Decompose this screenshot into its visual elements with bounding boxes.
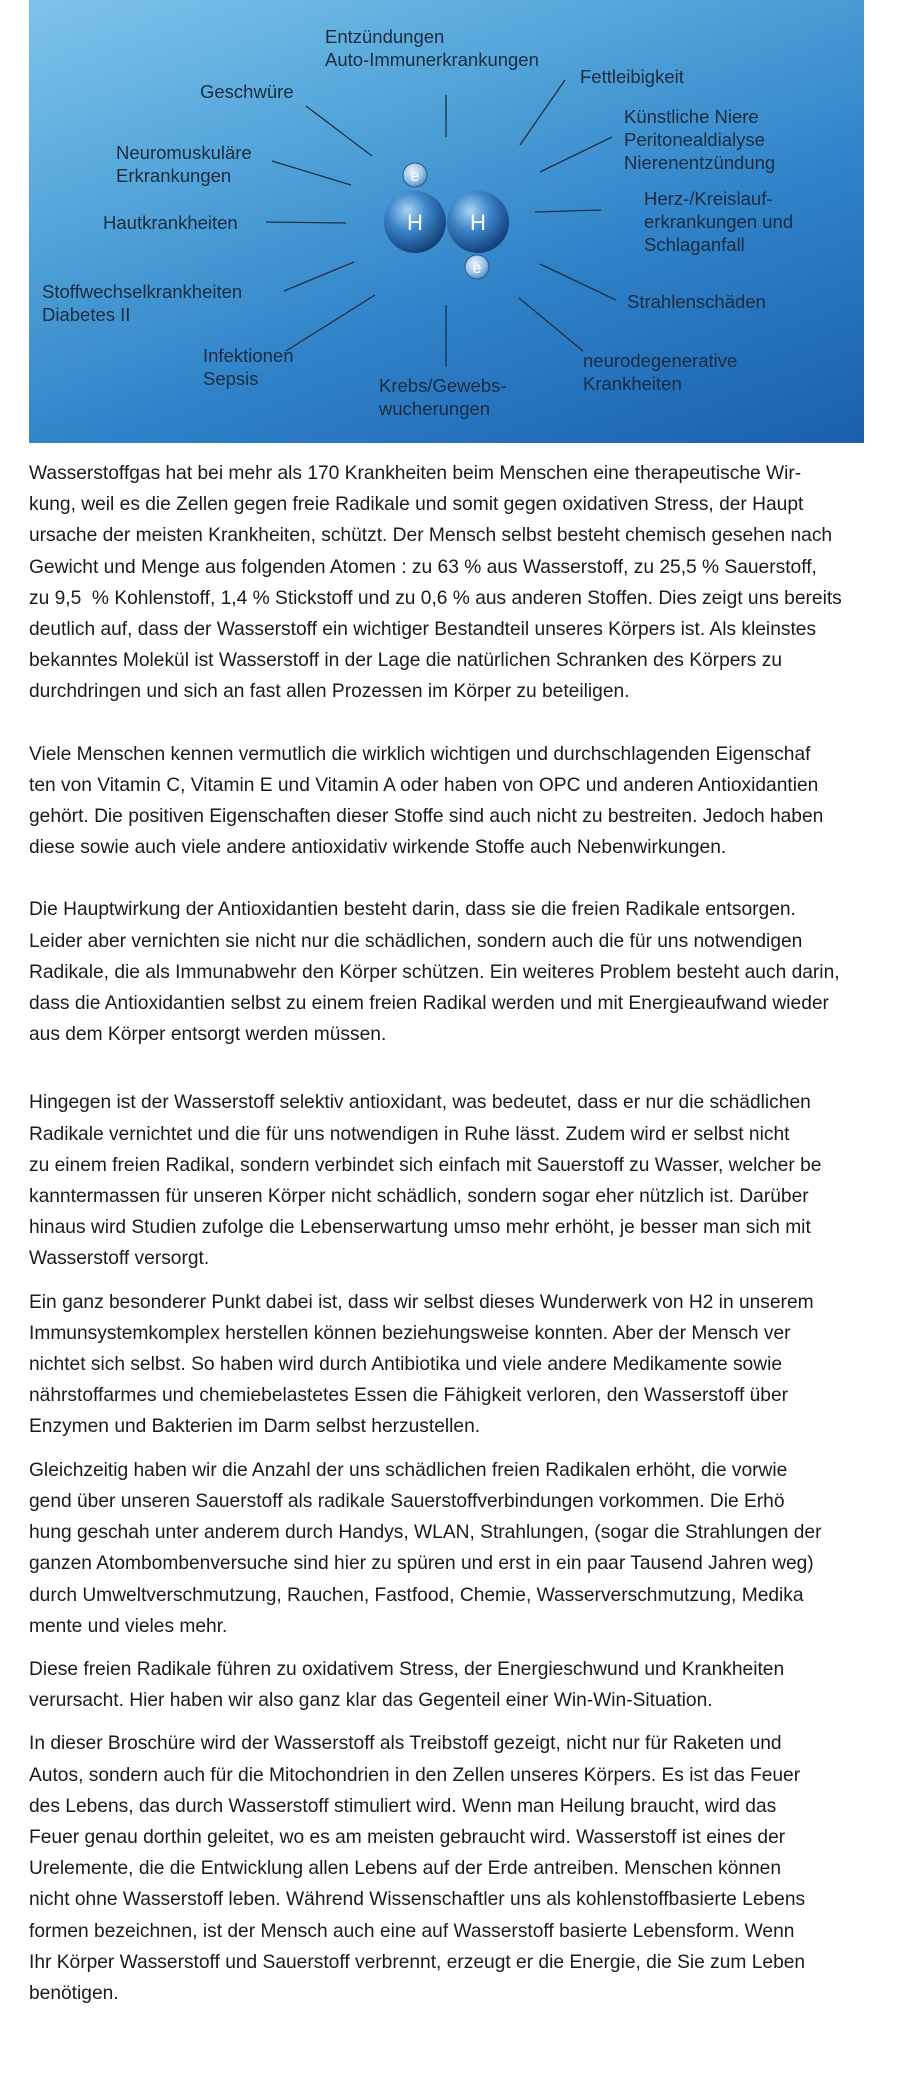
label-stoffwechsel: Stoffwechselkrankheiten Diabetes II xyxy=(42,281,243,325)
text-line: Urelemente, die die Entwicklung allen Lebens auf der Erde antreiben. Menschen können xyxy=(29,1858,781,1880)
text-line: ganzen Atombombenversuche sind hier zu spüren und erst in ein paar Tausend Jahren weg) xyxy=(29,1553,814,1575)
label-strahlenschaeden: Strahlenschäden xyxy=(627,291,766,312)
text-line: gend über unseren Sauerstoff als radikale Sauerstoffverbindungen vorkommen. Die Erhö xyxy=(29,1490,785,1512)
text-line: Gleichzeitig haben wir die Anzahl der uns schädlichen freien Radikalen erhöht, die vorwie xyxy=(29,1459,788,1481)
text-line: deutlich auf, dass der Wasserstoff ein wichtiger Bestandteil unseres Körpers ist. Als kleinstes xyxy=(29,619,817,641)
text-line: durchdringen und sich an fast allen Prozessen im Körper zu beteiligen. xyxy=(29,681,630,703)
text-line: nährstoffarmes und chemiebelastetes Essen die Fähigkeit verloren, den Wasserstoff über xyxy=(29,1385,789,1407)
label-geschwuere: Geschwüre xyxy=(200,81,294,102)
text-line: Diese freien Radikale führen zu oxidativem Stress, der Energieschwund und Krankheiten xyxy=(29,1658,785,1680)
text-line: mente und vieles mehr. xyxy=(29,1615,228,1637)
label-fettleibigkeit: Fettleibigkeit xyxy=(580,66,684,87)
text-line: des Lebens, das durch Wasserstoff stimuliert wird. Wenn man Heilung braucht, wird das xyxy=(29,1795,777,1817)
text-line: Immunsystemkomplex herstellen können beziehungsweise konnten. Aber der Mensch ver xyxy=(29,1322,791,1344)
label-hautkrankheiten: Hautkrankheiten xyxy=(103,212,238,233)
text-line: diese sowie auch viele andere antioxidativ wirkende Stoffe auch Nebenwirkungen. xyxy=(29,837,727,859)
text-line: Ein ganz besonderer Punkt dabei ist, dass wir selbst dieses Wunderwerk von H2 in unserem xyxy=(29,1291,814,1313)
paragraph-1 xyxy=(29,458,901,708)
text-line: benötigen. xyxy=(29,1982,119,2004)
text-line: nichtet sich selbst. So haben wird durch Antibiotika und viele andere Medikamente sowie xyxy=(29,1354,783,1376)
text-line: aus dem Körper entsorgt werden müssen. xyxy=(29,1024,387,1046)
text-line: kung, weil es die Zellen gegen freie Radikale und somit gegen oxidativen Stress, der Haupt xyxy=(29,494,804,516)
disease-diagram xyxy=(29,0,864,443)
article-text xyxy=(29,458,901,2009)
paragraph-3 xyxy=(29,894,901,1050)
text-line: zu einem freien Radikal, sondern verbindet sich einfach mit Sauerstoff zu Wasser, welcher be xyxy=(29,1154,822,1176)
hydrogen-symbol-2: H xyxy=(470,210,486,235)
text-line: nicht ohne Wasserstoff leben. Während Wissenschaftler uns als kohlenstoffbasierte Lebens xyxy=(29,1889,806,1911)
paragraph-5 xyxy=(29,1287,901,1443)
text-line: Feuer genau dorthin geleitet, wo es am meisten gebraucht wird. Wasserstoff ist eines der xyxy=(29,1826,786,1848)
paragraph-4 xyxy=(29,1087,901,1274)
text-line: Die Hauptwirkung der Antioxidantien besteht darin, dass sie die freien Radikale entsorgen. xyxy=(29,899,796,921)
text-line: bekanntes Molekül ist Wasserstoff in der Lage die natürlichen Schranken des Körpers zu xyxy=(29,650,782,672)
text-line: hung geschah unter anderem durch Handys, WLAN, Strahlungen, (sogar die Strahlungen der xyxy=(29,1522,822,1544)
hydrogen-symbol-1: H xyxy=(407,210,423,235)
text-line: In dieser Broschüre wird der Wasserstoff als Treibstoff gezeigt, nicht nur für Raketen und xyxy=(29,1733,782,1755)
text-line: ten von Vitamin C, Vitamin E und Vitamin A oder haben von OPC und anderen Antioxidantien xyxy=(29,774,819,796)
label-neurodegenerativ: neurodegenerative Krankheiten xyxy=(583,350,738,394)
text-line: gehört. Die positiven Eigenschaften dieser Stoffe sind auch nicht zu bestreiten. Jedoch haben xyxy=(29,806,824,828)
text-line: Radikale vernichtet und die für uns notwendigen in Ruhe lässt. Zudem wird er selbst nicht xyxy=(29,1123,790,1145)
text-line: zu 9,5 % Kohlenstoff, 1,4 % Stickstoff und zu 0,6 % aus anderen Stoffen. Dies zeigt uns bereits xyxy=(29,587,842,609)
label-infektionen: Infektionen Sepsis xyxy=(203,345,294,389)
text-line: kanntermassen für unseren Körper nicht schädlich, sondern sogar eher nützlich ist. Darüber xyxy=(29,1186,809,1208)
text-line: Autos, sondern auch für die Mitochondrien in den Zellen unseres Körpers. Es ist das Feuer xyxy=(29,1764,801,1786)
text-line: Hingegen ist der Wasserstoff selektiv antioxidant, was bedeutet, dass er nur die schädlichen xyxy=(29,1092,811,1114)
text-line: ursache der meisten Krankheiten, schützt. Der Mensch selbst besteht chemisch gesehen nach xyxy=(29,525,833,547)
paragraph-6 xyxy=(29,1455,901,1642)
text-line: Wasserstoff versorgt. xyxy=(29,1248,210,1270)
label-krebs: Krebs/Gewebs- wucherungen xyxy=(379,375,507,419)
electron-symbol-2: e xyxy=(472,260,482,277)
text-line: Ihr Körper Wasserstoff und Sauerstoff verbrennt, erzeugt er die Energie, die Sie zum Leben xyxy=(29,1951,806,1973)
text-line: durch Umweltverschmutzung, Rauchen, Fastfood, Chemie, Wasserverschmutzung, Medika xyxy=(29,1584,804,1606)
text-line: Enzymen und Bakterien im Darm selbst herzustellen. xyxy=(29,1416,481,1438)
paragraph-8 xyxy=(29,1728,901,2009)
text-line: dass die Antioxidantien selbst zu einem freien Radikal werden und mit Energieaufwand wieder xyxy=(29,993,829,1015)
text-line: Gewicht und Menge aus folgenden Atomen : zu 63 % aus Wasserstoff, zu 25,5 % Sauerstoff, xyxy=(29,556,817,578)
text-line: formen bezeichnen, ist der Mensch auch eine auf Wasserstoff basierte Lebensform. Wenn xyxy=(29,1920,795,1942)
label-niere: Künstliche Niere Peritonealdialyse Nierenentzündung xyxy=(624,106,776,173)
paragraph-7 xyxy=(29,1654,901,1716)
text-line: Viele Menschen kennen vermutlich die wirklich wichtigen und durchschlagenden Eigenschaf xyxy=(29,743,811,765)
text-line: hinaus wird Studien zufolge die Lebenserwartung umso mehr erhöht, je besser man sich mit xyxy=(29,1217,811,1239)
text-line: Wasserstoffgas hat bei mehr als 170 Krankheiten beim Menschen eine therapeutische Wir- xyxy=(29,463,802,484)
text-line: verursacht. Hier haben wir also ganz klar das Gegenteil einer Win-Win-Situation. xyxy=(29,1690,713,1712)
text-line: Leider aber vernichten sie nicht nur die schädlichen, sondern auch die für uns notwendigen xyxy=(29,930,803,952)
label-neuromuskulaer: Neuromuskuläre Erkrankungen xyxy=(116,142,252,186)
paragraph-2 xyxy=(29,739,901,864)
text-line: Radikale, die als Immunabwehr den Körper schützen. Ein weiteres Problem besteht auch darin, xyxy=(29,961,840,983)
label-herz: Herz-/Kreislauf- erkrankungen und Schlaganfall xyxy=(644,188,794,255)
electron-symbol-1: e xyxy=(410,168,420,185)
label-entzuendungen: Entzündungen Auto-Immunerkrankungen xyxy=(325,26,539,70)
